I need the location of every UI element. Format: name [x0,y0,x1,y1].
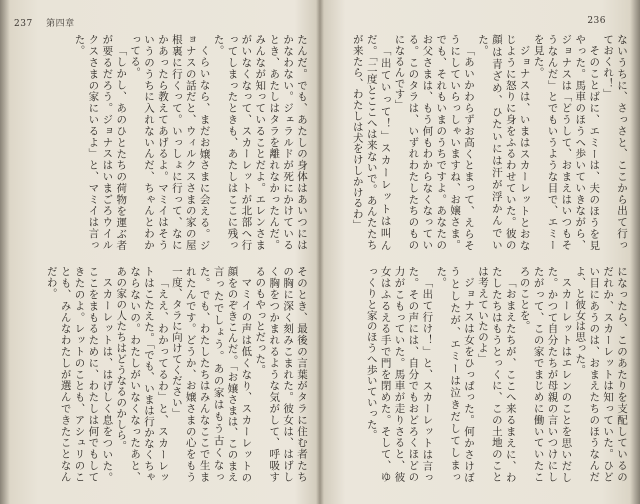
left-page-header [14,16,75,29]
right-bottom-paragraph: になったら、このあたりを支配しているのだれか、スカーレットは知っていた。ひどい目にあうのは、おまえたちのほうなんだよ、と彼女は思った。 [574,266,628,482]
right-bottom-paragraph: 「出て行け！」と、スカーレットは言った。その声には、自分でもおどろくほどの力がこもっていた。馬車が走りさると、彼女はふるえる手で門を閉めた。そして、ゆっくりと家のほうへ歩いていった。 [365,266,434,482]
left-bottom-paragraph: マミイの声は低くなり、スカーレットの顔をのぞきこんだ。「お嬢さまは、このまえ言ったでしょう。あの家はもう古くなった。でも、わたしたちはみんなここで生まれたんです。どうか、お嬢さまの心をもう一度、タラに向けてください」 [170,266,253,482]
right-page-top-text-block [332,34,628,250]
left-bottom-paragraph: そのとき、最後の言葉がタラに住む者たちの胸に深く刻みこまれた。彼女は、はげしく胸をつかまれるような気がして、呼吸するのもやっとだった。 [254,266,308,482]
left-top-paragraph: 「しかし、あのひとたちの荷物を運ぶ者が要るだろう。ジョナスはいまごろウイルクスさまの家にいるよ」と、マミイは言った。 [73,34,128,250]
page-edge-shadow [630,0,640,504]
right-top-paragraph: ジョナスは、いまはスカーレットとおなじように怒りに身をふるわせていた。彼の顔は青ざめ、ひたいには汗が浮かんでいた。 [476,34,531,250]
left-page-top-text-block [16,34,308,250]
right-top-paragraph: ないうちに、さっさと、ここから出て行っておくれ！」 [602,34,628,250]
right-page-number: 236 [587,16,606,26]
right-page-bottom-text-block [332,266,628,482]
left-bottom-paragraph: 「ええ、わかってるわ」と、スカーレットはこたえた。「でも、いまは行かなくちゃならないの。わたしがいなくなったあと、あの家の人たちはどうなるのかしら。 [115,266,169,482]
right-page [322,0,640,504]
right-bottom-paragraph: スカーレットはエレンのことを思いだした。かつて自分たちが母親の言いつけにしたがって、この家でまじめに働いていたころのことを。 [518,266,573,482]
right-bottom-paragraph: 「おまえたちが、ここへ来るまえに、わたしたちはもうとっくに、この土地のことは考えていたのよ」 [476,266,517,482]
right-top-paragraph: 「あいかわらずお高くとまって、えらそうにしていらっしゃいますね、お嬢さま。でも、それもいまのうちですよ。あなたのお父さまは、もう何もわからなくなっている。このタラは、いずれわたしたちのものになるんです」 [393,34,476,250]
right-page-header [587,16,606,26]
page-edge-shadow [0,0,10,504]
left-top-paragraph: たんだ。でも、あたしの身体はあいつにはかなわない。ジェラルドが死にかけているとき、あたしはタラを離れなかったんだ。みんなが知っていることだよ。エレンさまがいなくなって、スカーレットが北部へ行ってしまったときも、あたしはここに残った。 [212,34,308,250]
left-bottom-paragraph: スカーレットは、はげしく息をついた。ここをまもるために、わたしは何でもしてきたのよ。レットのことも、アシュリのことも、みんなわたしが選んできたことなんだわ。 [45,266,114,482]
right-top-paragraph: そのことばに、エミーは、夫のほうを見やった。馬車のほうへ歩いていきながら、ジョナスは「どうして、おまえはいつもそうなんだ」とでもいうような目で、エミーを見た。 [532,34,601,250]
left-top-paragraph: くらいなら、まだお嬢さまに会える。ジョナスの話だと、ウィルクスさまの家の屋根裏に行くって。いっしょに行って、なにかあったら教えてあげるよ。マミイはそういうのうちに入れないんだ、ちゃんとわかってる。 [129,34,211,250]
left-page-number: 237 [14,19,33,29]
left-page-bottom-text-block [16,266,308,482]
left-page [0,0,318,504]
chapter-heading: 第四章 [46,19,75,29]
right-bottom-paragraph: ジョナスは女をひっぱった。何かさけぼうとしたが、エミーは泣きだしてしまった。 [435,266,476,482]
right-top-paragraph: 「出ていって！」スカーレットは叫んだ。「二度とここへは来ないで。あんたたちが来たら、わたしは犬をけしかけるわ」 [351,34,392,250]
